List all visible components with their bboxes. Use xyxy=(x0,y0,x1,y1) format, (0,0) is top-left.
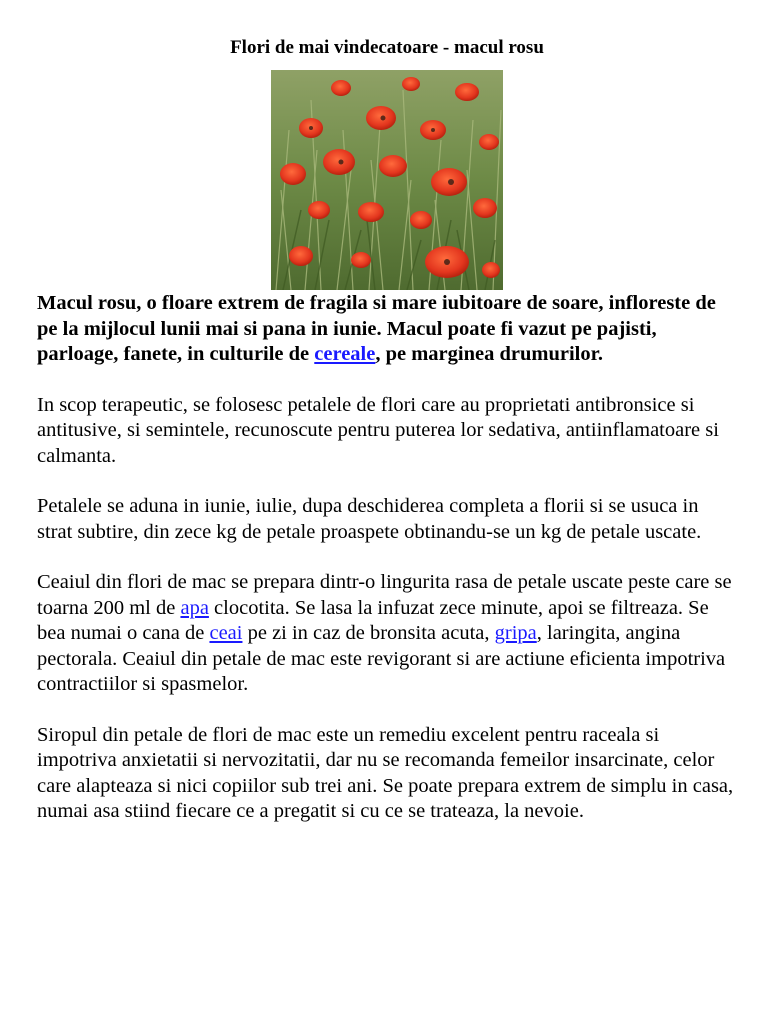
paragraph-therapeutic: In scop terapeutic, se folosesc petalele de flori care au proprietati antibronsice si antitusive, si semintele, recunoscute pentru puterea lor sedativa, antiinflamatoare si calmanta. xyxy=(37,393,719,467)
paragraph-harvest: Petalele se aduna in iunie, iulie, dupa deschiderea completa a florii si se usuca in strat subtire, din zece kg de petale proaspete obtinandu-se un kg de petale uscate. xyxy=(37,495,702,543)
link-gripa[interactable]: gripa xyxy=(494,622,537,644)
document-page xyxy=(37,37,737,825)
paragraph-syrup: Siropul din petale de flori de mac este un remediu excelent pentru raceala si impotriva anxietatii si nervozitatii, dar nu se recomanda femeilor insarcinate, celor care alapteaza si nici copiilor sub trei ani. Se poate prepara extrem de simplu in casa, numai asa stiind fiecare ce a pregatit si cu ce se trateaza, la nevoie. xyxy=(37,723,734,822)
paragraph-tea-text-3: pe zi in caz de bronsita acuta, xyxy=(242,622,495,644)
link-ceai[interactable]: ceai xyxy=(209,622,243,644)
paragraph-intro xyxy=(37,291,737,368)
link-cereale[interactable]: cereale xyxy=(314,343,376,365)
document-title: Flori de mai vindecatoare - macul rosu xyxy=(230,37,544,58)
paragraph-tea-text-4: , laringita, angina pectorala. Ceaiul din petale de mac este revigorant si are actiune eficienta impotriva contractiilor si spasmelor. xyxy=(37,622,726,695)
paragraph-intro-text-1: Macul rosu, o floare extrem de fragila si mare iubitoare de soare, infloreste de pe la mijlocul lunii mai si pana in iunie. Macul poate fi vazut pe pajisti, parloage, fanete, in culturile de xyxy=(37,292,716,365)
paragraph-tea-text-2: clocotita. Se lasa la infuzat zece minute, apoi se filtreaza. Se bea numai o cana de xyxy=(37,596,709,644)
poppy-field-photo xyxy=(271,70,503,290)
paragraph-intro-text-2: , pe marginea drumurilor. xyxy=(375,343,603,365)
link-apa[interactable]: apa xyxy=(180,596,209,619)
paragraph-tea xyxy=(37,570,737,698)
paragraph-tea-text-1: Ceaiul din flori de mac se prepara dintr-o lingurita rasa de petale uscate peste care se toarna 200 ml de xyxy=(37,571,732,619)
